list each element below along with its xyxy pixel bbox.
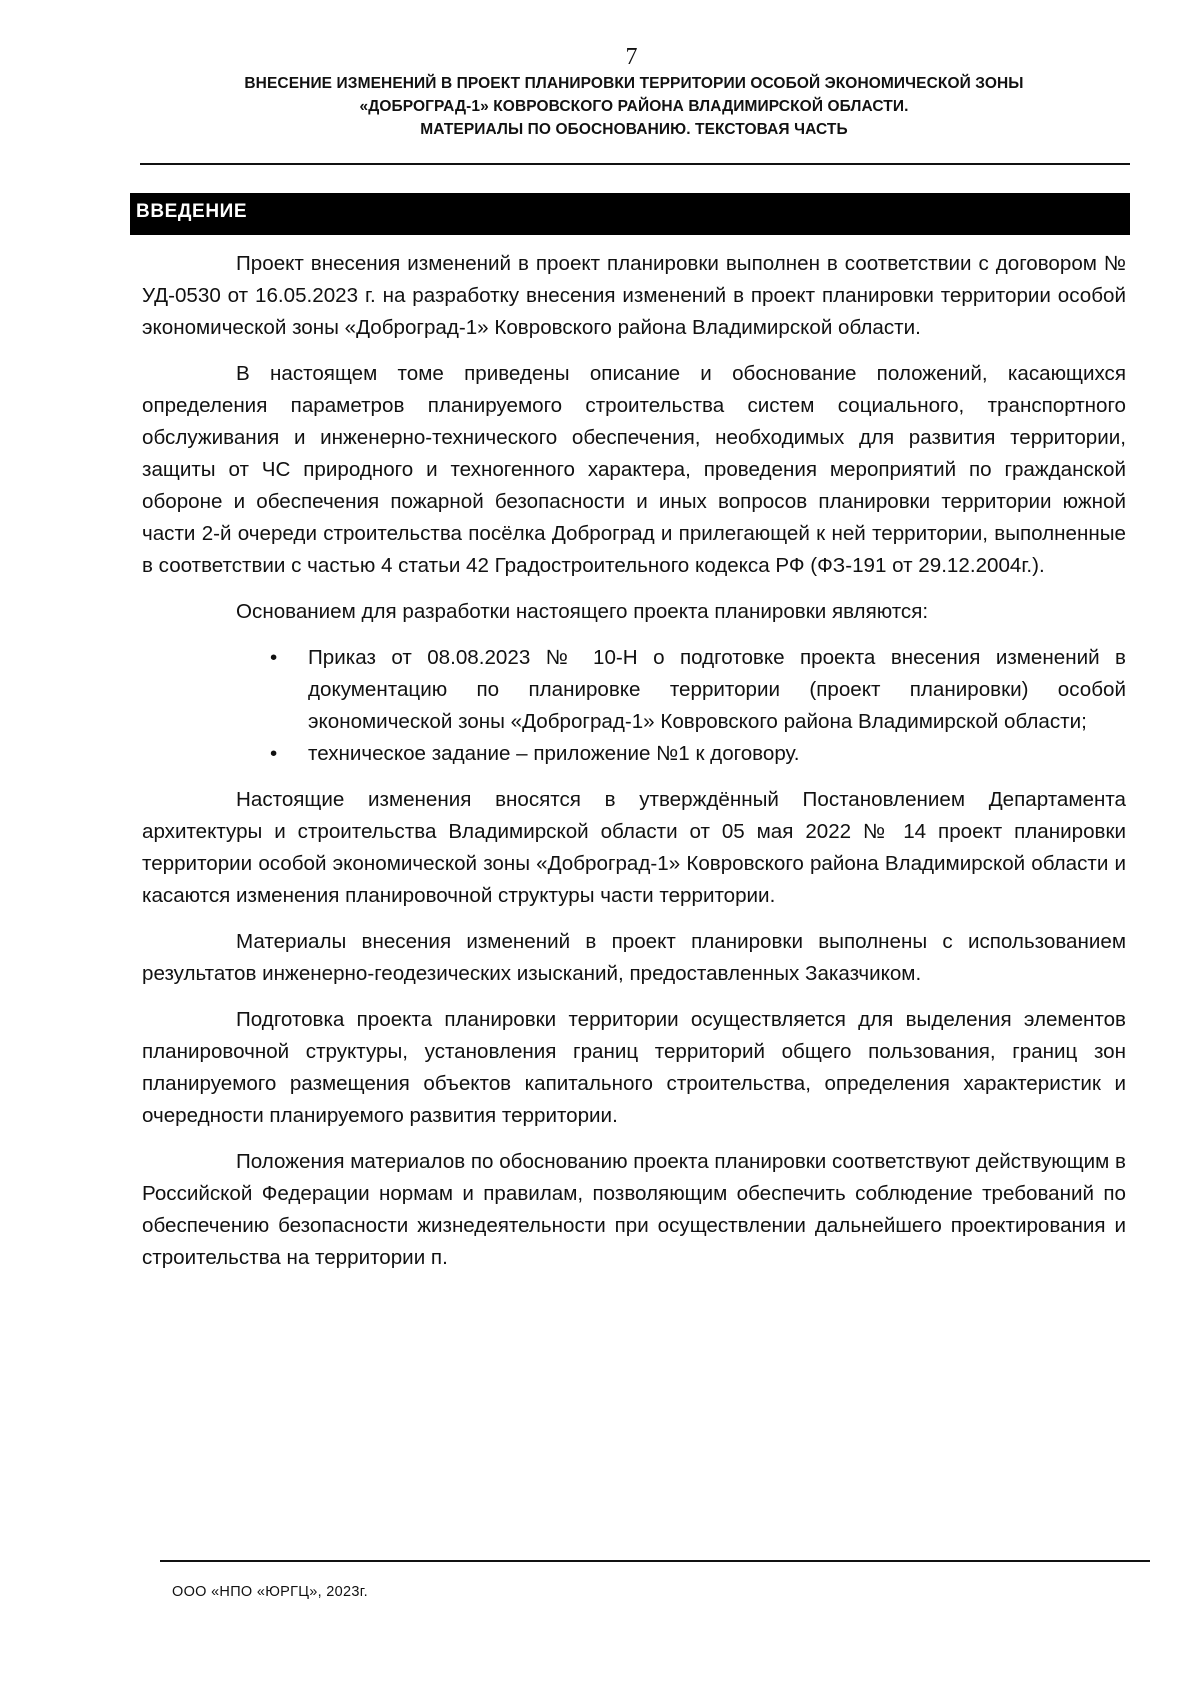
paragraph-amendments: Настоящие изменения вносятся в утверждённый Постановлением Департамента архитектуры и строительства Владимирской области от 05 мая 2022 № 14 проект планировки территории особой экономической зоны «Доброград-1» Ковровского района Владимирской области и касаются изменения планировочной структуры части территории. [142,788,1126,907]
paragraph-volume-description: В настоящем томе приведены описание и обоснование положений, касающихся определения параметров планируемого строительства систем социального, транспортного обслуживания и инженерно-технического обеспечения, необходимых для развития территории, защиты от ЧС природного и техногенного характера, проведения мероприятий по гражданской обороне и обеспечения пожарной безопасности и иных вопросов планировки территории южной части 2-й очереди строительства посёлка Доброград и прилегающей к ней территории, выполненные в соответствии с частью 4 статьи 42 Градостроительного кодекса РФ (ФЗ-191 от 29.12.2004г.). [142,362,1126,577]
list-item [142,738,1126,770]
paragraph-surveys: Материалы внесения изменений в проект планировки выполнены с использованием результатов инженерно-геодезических изысканий, предоставленных Заказчиком. [142,930,1126,985]
page-number: 7 [625,44,638,70]
paragraph-basis-intro: Основанием для разработки настоящего проекта планировки являются: [236,600,929,623]
header-line-2: «ДОБРОГРАД-1» КОВРОВСКОГО РАЙОНА ВЛАДИМИРСКОЙ ОБЛАСТИ. [359,98,909,115]
paragraph-contract: Проект внесения изменений в проект планировки выполнен в соответствии с договором № УД-0530 от 16.05.2023 г. на разработку внесения изменений в проект планировки территории особой экономической зоны «Доброград-1» Ковровского района Владимирской области. [142,252,1126,339]
header-line-1: ВНЕСЕНИЕ ИЗМЕНЕНИЙ В ПРОЕКТ ПЛАНИРОВКИ ТЕРРИТОРИИ ОСОБОЙ ЭКОНОМИЧЕСКОЙ ЗОНЫ [244,75,1024,92]
document-body [142,248,1126,1288]
section-heading-bar [130,193,1130,235]
list-item-text: Приказ от 08.08.2023 № 10-Н о подготовке проекта внесения изменений в документацию по планировке территории (проект планировки) особой экономической зоны «Доброград-1» Ковровского района Владимирской области; [308,646,1126,733]
bullet-icon: • [270,646,278,669]
header-line-3: МАТЕРИАЛЫ ПО ОБОСНОВАНИЮ. ТЕКСТОВАЯ ЧАСТЬ [420,121,848,138]
bullet-icon: • [270,742,278,765]
header-divider [140,163,1130,165]
footer-divider [160,1560,1150,1562]
section-title: ВВЕДЕНИЕ [136,201,248,222]
paragraph-compliance: Положения материалов по обоснованию проекта планировки соответствуют действующим в Российской Федерации нормам и правилам, позволяющим обеспечить соблюдение требований по обеспечению безопасности жизнедеятельности при осуществлении дальнейшего проектирования и строительства на территории п. [142,1150,1126,1269]
document-header [140,72,1128,141]
footer-organization: ООО «НПО «ЮРГЦ», 2023г. [172,1584,368,1600]
list-item [142,642,1126,738]
list-item-text: техническое задание – приложение №1 к договору. [308,742,800,765]
paragraph-purpose: Подготовка проекта планировки территории осуществляется для выделения элементов планировочной структуры, установления границ территорий общего пользования, границ зон планируемого размещения объектов капитального строительства, определения характеристик и очередности планируемого развития территории. [142,1008,1126,1127]
basis-list [142,642,1126,770]
